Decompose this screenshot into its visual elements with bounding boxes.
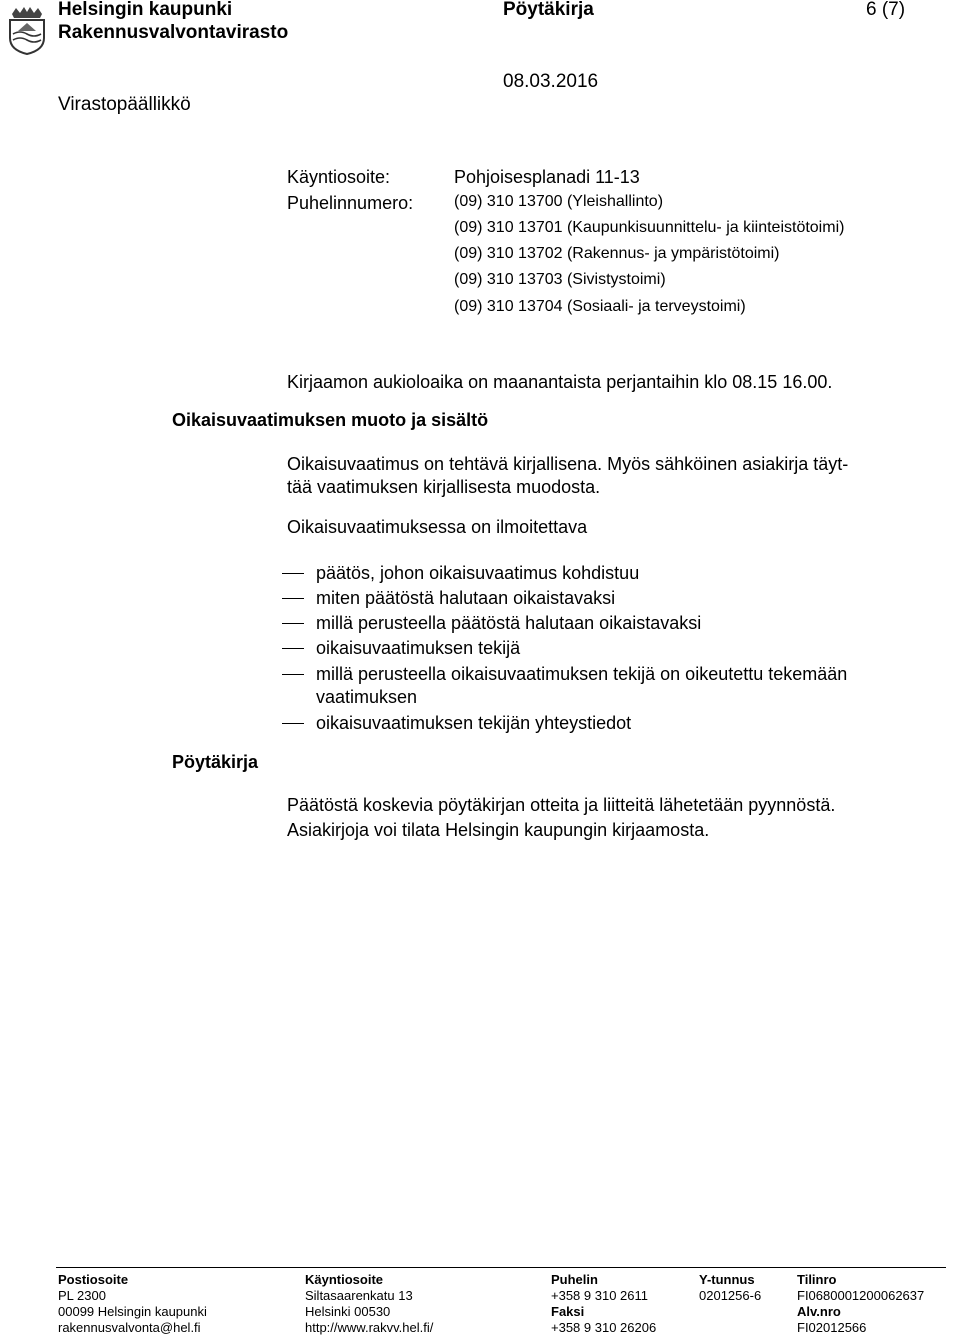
department-name: Rakennusvalvontavirasto (58, 22, 289, 43)
visit-address-value: Pohjoisesplanadi 11-13 (454, 167, 640, 187)
footer-value: FI0680001200062637 (797, 1288, 925, 1303)
phone-line: (09) 310 13700 (Yleishallinto) (454, 193, 664, 210)
list-dash (282, 598, 304, 599)
footer-label: Faksi (551, 1304, 585, 1319)
paragraph: Oikaisuvaatimuksessa on ilmoitettava (287, 517, 588, 537)
footer-value: Helsinki 00530 (305, 1304, 391, 1319)
list-dash (282, 674, 304, 675)
list-item-continued: vaatimuksen (316, 687, 418, 707)
footer-value: +358 9 310 26206 (551, 1320, 657, 1335)
footer-value: 00099 Helsingin kaupunki (58, 1304, 207, 1319)
role-title: Virastopäällikkö (58, 94, 191, 115)
list-item: oikaisuvaatimuksen tekijä (316, 638, 521, 658)
footer-label: Tilinro (797, 1272, 837, 1287)
footer-label: Alv.nro (797, 1304, 841, 1319)
footer-value: PL 2300 (58, 1288, 106, 1303)
paragraph-line: Oikaisuvaatimus on tehtävä kirjallisena. Myös sähköinen asiakirja täyt- (287, 454, 849, 474)
list-item: päätös, johon oikaisuvaatimus kohdistuu (316, 563, 640, 583)
phone-line: (09) 310 13701 (Kaupunkisuunnittelu- ja kiinteistötoimi) (454, 219, 845, 236)
footer-website-link[interactable]: http://www.rakvv.hel.fi/ (305, 1320, 434, 1335)
footer-value: Siltasaarenkatu 13 (305, 1288, 413, 1303)
document-type: Pöytäkirja (503, 0, 594, 20)
paragraph-line: Päätöstä koskevia pöytäkirjan otteita ja liitteitä lähetetään pyynnöstä. (287, 795, 836, 815)
list-item: oikaisuvaatimuksen tekijän yhteystiedot (316, 713, 632, 733)
document-date: 08.03.2016 (503, 71, 599, 92)
footer-label: Käyntiosoite (305, 1272, 384, 1287)
section-heading: Oikaisuvaatimuksen muoto ja sisältö (172, 410, 489, 430)
paragraph-line: Asiakirjoja voi tilata Helsingin kaupungin kirjaamosta. (287, 820, 710, 840)
org-name: Helsingin kaupunki (58, 0, 233, 20)
phone-label: Puhelinnumero: (287, 193, 414, 213)
list-dash (282, 573, 304, 574)
footer-label: Puhelin (551, 1272, 598, 1287)
list-item: millä perusteella oikaisuvaatimuksen tekijä on oikeutettu tekemään (316, 664, 848, 684)
visit-address-label: Käyntiosoite: (287, 167, 391, 187)
phone-line: (09) 310 13702 (Rakennus- ja ympäristötoimi) (454, 245, 780, 262)
list-dash (282, 723, 304, 724)
list-dash (282, 623, 304, 624)
footer-label: Y-tunnus (699, 1272, 755, 1287)
page-number: 6 (7) (866, 0, 906, 20)
phone-line: (09) 310 13704 (Sosiaali- ja terveystoimi) (454, 298, 746, 315)
footer-email[interactable]: rakennusvalvonta@hel.fi (58, 1320, 201, 1335)
footer-value: +358 9 310 2611 (551, 1288, 648, 1303)
paragraph-line: tää vaatimuksen kirjallisesta muodosta. (287, 477, 601, 497)
list-item: millä perusteella päätöstä halutaan oikaistavaksi (316, 613, 702, 633)
footer-value: 0201256-6 (699, 1288, 762, 1303)
footer-label: Postiosoite (58, 1272, 129, 1287)
list-dash (282, 648, 304, 649)
phone-line: (09) 310 13703 (Sivistystoimi) (454, 271, 666, 288)
office-hours: Kirjaamon aukioloaika on maanantaista perjantaihin klo 08.15 16.00. (287, 372, 833, 392)
section-heading: Pöytäkirja (172, 752, 259, 772)
list-item: miten päätöstä halutaan oikaistavaksi (316, 588, 616, 608)
footer-divider (56, 1267, 946, 1268)
footer-value: FI02012566 (797, 1320, 867, 1335)
helsinki-crest-icon (6, 4, 48, 56)
